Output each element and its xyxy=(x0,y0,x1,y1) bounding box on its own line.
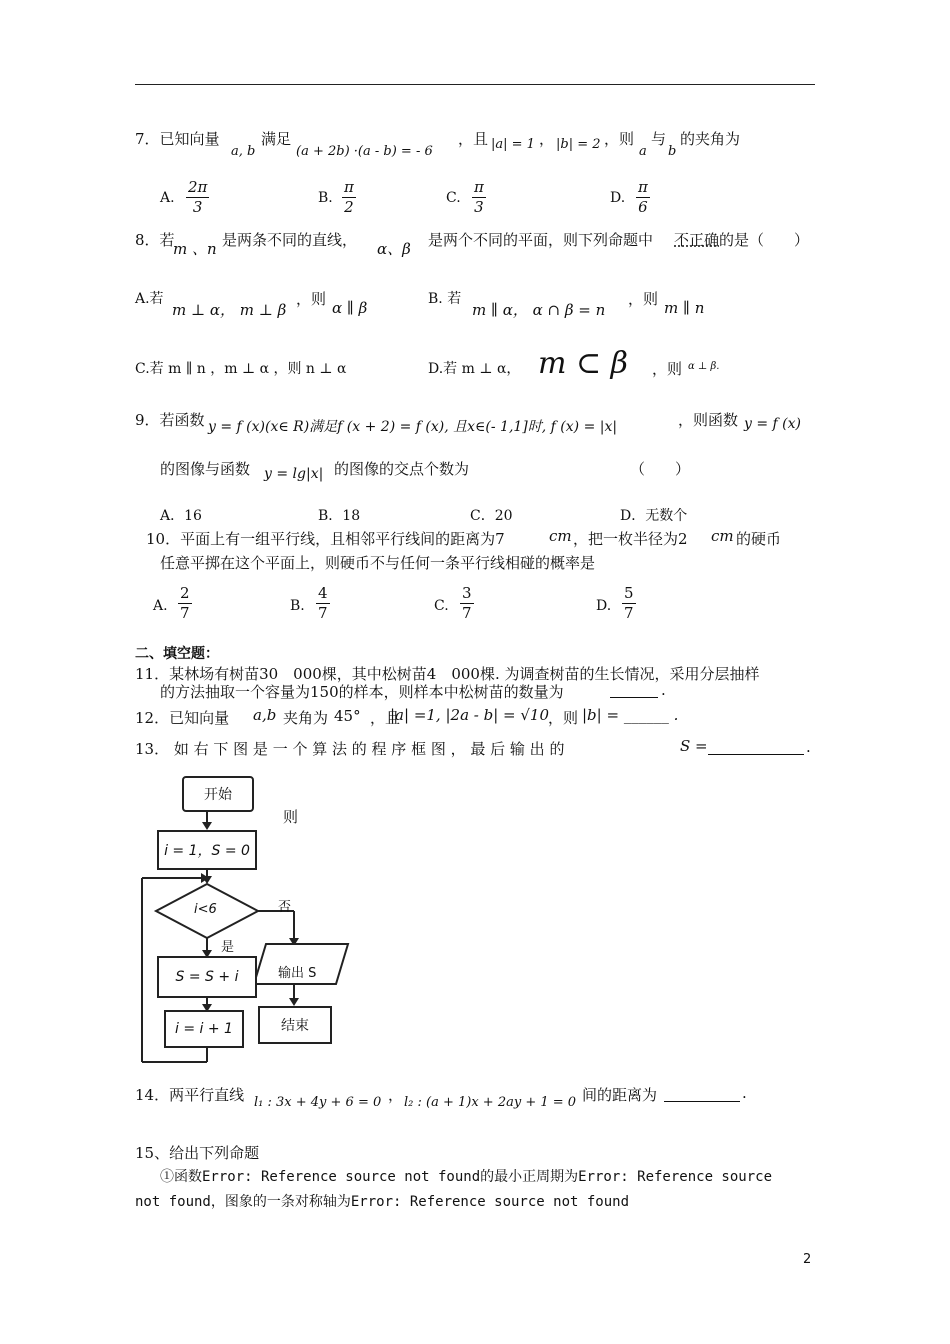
q14-tail: . xyxy=(742,1084,747,1102)
q10-option-b-value xyxy=(316,584,330,623)
q9-log-function: y = lg|x| xyxy=(264,466,324,482)
q8-option-c: C.若 m ∥ n ，m ⊥ α ，则 n ⊥ α xyxy=(135,361,347,377)
q9-text-a: 9．若函数 xyxy=(135,411,205,429)
q11-line1: 11．某林场有树苗30 000棵，其中松树苗4 000棵. 为调查树苗的生长情况，采用分层抽样 xyxy=(135,665,760,683)
section-2-heading: 二、填空题： xyxy=(135,646,219,662)
q8-option-d-big: m ⊂ β xyxy=(538,346,628,381)
q8-option-d-end: α ⊥ β. xyxy=(688,361,720,372)
q14-line-2: l₂ : (a + 1)x + 2ay + 1 = 0 xyxy=(404,1095,577,1110)
q11-tail: . xyxy=(661,681,666,699)
q9-answer-paren: （ ） xyxy=(630,460,691,478)
q8-planes: α、β xyxy=(377,240,411,258)
q8-option-b-result: m ∥ n xyxy=(664,299,705,317)
q12-text-d: ，则 xyxy=(548,709,579,727)
q15-title: 15、给出下列命题 xyxy=(135,1144,260,1162)
q10-option-b-label: B. xyxy=(290,598,305,614)
q7-option-b-label: B. xyxy=(318,190,333,206)
q8-option-b-then: ，则 xyxy=(628,290,659,308)
q8-option-d-then: ，则 xyxy=(652,360,683,378)
q14-line-1: l₁ : 3x + 4y + 6 = 0 xyxy=(254,1095,382,1110)
q8-option-a-then: ，则 xyxy=(296,290,327,308)
q10-option-a-num: 2 xyxy=(180,584,190,602)
q7-option-c-den: 3 xyxy=(474,198,484,216)
q8-option-b-label: B. 若 xyxy=(428,291,462,307)
q11-answer-blank xyxy=(610,681,658,698)
q12-text-a: 12．已知向量 xyxy=(135,709,230,727)
q13-s-equals: S = xyxy=(680,737,708,755)
q7-option-d-den: 6 xyxy=(638,198,648,216)
q9-condition: y = f (x)(x∈ R)满足f (x + 2) = f (x), 且x∈(- 1,1]时, f (x) = |x| xyxy=(208,419,618,435)
q10-option-d-value xyxy=(622,584,636,623)
q7-option-b-num: π xyxy=(344,178,354,196)
q7-option-c-value xyxy=(472,178,486,217)
q8-text-a: 8．若 xyxy=(135,231,175,249)
flowchart-init: i = 1，S = 0 xyxy=(157,830,257,870)
q10-option-b-num: 4 xyxy=(318,584,328,602)
header-rule xyxy=(135,84,815,85)
flowchart-start: 开始 xyxy=(182,776,254,812)
q7-comma: ， xyxy=(539,130,555,148)
q7-text-e: 与 xyxy=(651,130,667,148)
q15-line-1: ①函数Error: Reference source not found的最小正周期为Error: Reference source xyxy=(160,1169,773,1185)
page-number: 2 xyxy=(803,1252,812,1267)
q9-option-c: C．20 xyxy=(470,508,513,524)
q10-option-a-value xyxy=(178,584,192,623)
flowchart-side-text: 则 xyxy=(283,808,299,826)
q13-text: 13． 如 右 下 图 是 一 个 算 法 的 程 序 框 图 ， 最 后 输 出 的 xyxy=(135,740,565,758)
q10-option-c-label: C. xyxy=(434,598,449,614)
q7-option-a-num: 2π xyxy=(188,178,208,196)
q14-text-a: 14．两平行直线 xyxy=(135,1086,245,1104)
q10-unit-1: cm xyxy=(549,527,572,545)
q7-text-b: 满足 xyxy=(261,130,292,148)
q9-line2-a: 的图像与函数 xyxy=(160,460,251,478)
q12-text-c: ，且 xyxy=(370,709,401,727)
q10-line2: 任意平掷在这个平面上，则硬币不与任何一条平行线相碰的概率是 xyxy=(160,554,596,572)
flowchart-output: 输出 S xyxy=(278,966,317,981)
q7-option-b-value xyxy=(342,178,356,217)
q7-vectors: a, b xyxy=(231,144,256,159)
q13-tail: . xyxy=(806,738,811,756)
q10-unit-2: cm xyxy=(711,527,734,545)
q10-option-d-den: 7 xyxy=(624,604,634,622)
q7-text-a: 7．已知向量 xyxy=(135,130,220,148)
flowchart-yes-label: 是 xyxy=(221,940,235,955)
q14-answer-blank xyxy=(664,1085,740,1102)
q12-angle: 45° xyxy=(334,707,361,725)
q12-answer: |b| = ______ . xyxy=(582,706,679,724)
q12-text-b: 夹角为 xyxy=(283,709,329,727)
q7-condition: (a + 2b) ·(a - b) = - 6 xyxy=(296,144,433,159)
flowchart-condition: i<6 xyxy=(194,902,217,917)
q10-option-b-den: 7 xyxy=(318,604,328,622)
q10-line1-c: 的硬币 xyxy=(736,530,782,548)
q7-option-a-den: 3 xyxy=(192,198,203,216)
flowchart-step-sum: S = S + i xyxy=(157,956,257,998)
q7-option-a-value xyxy=(186,178,209,217)
q9-function: y = f (x) xyxy=(744,416,801,432)
q7-mod-b: |b| = 2 xyxy=(556,137,601,152)
q14-comma: ， xyxy=(388,1086,404,1104)
q12-condition: |a| =1, |2a - b| = √10 xyxy=(390,706,550,724)
q8-option-d-label: D.若 m ⊥ α， xyxy=(428,361,521,377)
q7-option-a-label: A. xyxy=(160,190,175,206)
q9-text-b: ，则函数 xyxy=(678,411,739,429)
q12-vectors: a,b xyxy=(253,706,277,724)
q8-emphasis: 不正确 xyxy=(674,231,720,249)
q7-mod-a: |a| = 1 xyxy=(491,137,535,152)
q10-line1-b: ，把一枚半径为2 xyxy=(573,530,688,548)
q7-option-d-value xyxy=(636,178,650,217)
q7-option-c-num: π xyxy=(474,178,484,196)
q10-option-c-den: 7 xyxy=(462,604,472,622)
q7-vec-a: a xyxy=(639,144,647,159)
q10-option-d-label: D. xyxy=(596,598,612,614)
q7-text-f: 的夹角为 xyxy=(680,130,741,148)
q10-option-a-den: 7 xyxy=(180,604,190,622)
q7-text-d: ，则 xyxy=(604,130,635,148)
flowchart-step-increment: i = i + 1 xyxy=(164,1010,244,1048)
q11-line2: 的方法抽取一个容量为150的样本，则样本中松树苗的数量为 xyxy=(160,683,564,701)
q9-option-a: A．16 xyxy=(160,508,202,524)
q7-option-d-label: D. xyxy=(610,190,626,206)
q8-lines: m 、n xyxy=(173,240,217,258)
q7-text-c: ，且 xyxy=(458,130,489,148)
q8-option-b-cond: m ∥ α， α ∩ β = n xyxy=(472,301,606,319)
q8-option-a-label: A.若 xyxy=(135,291,164,307)
q10-option-c-value xyxy=(460,584,474,623)
q13-answer-blank xyxy=(708,738,804,755)
q8-option-a-cond: m ⊥ α， m ⊥ β xyxy=(172,301,287,319)
flowchart-no-label: 否 xyxy=(278,900,292,915)
q15-line-2: not found，图象的一条对称轴为Error: Reference source not found xyxy=(135,1194,630,1210)
q9-line2-b: 的图像的交点个数为 xyxy=(334,460,470,478)
q9-option-d: D．无数个 xyxy=(620,508,688,524)
q10-option-a-label: A. xyxy=(153,598,168,614)
q7-vec-b: b xyxy=(668,144,677,159)
q10-line1-a: 10．平面上有一组平行线，且相邻平行线间的距离为7 xyxy=(146,530,505,548)
q8-text-d: 的是（ ） xyxy=(719,231,810,249)
q14-text-b: 间的距离为 xyxy=(582,1086,658,1104)
q7-option-c-label: C. xyxy=(446,190,461,206)
q8-option-a-result: α ∥ β xyxy=(332,299,368,317)
q10-option-d-num: 5 xyxy=(624,584,634,602)
q7-option-b-den: 2 xyxy=(344,198,354,216)
q8-text-b: 是两条不同的直线， xyxy=(222,231,358,249)
q9-option-b: B．18 xyxy=(318,508,361,524)
q10-option-c-num: 3 xyxy=(462,584,472,602)
flowchart-end: 结束 xyxy=(258,1006,332,1044)
q8-text-c: 是两个不同的平面，则下列命题中 xyxy=(428,231,654,249)
q7-option-d-num: π xyxy=(638,178,648,196)
